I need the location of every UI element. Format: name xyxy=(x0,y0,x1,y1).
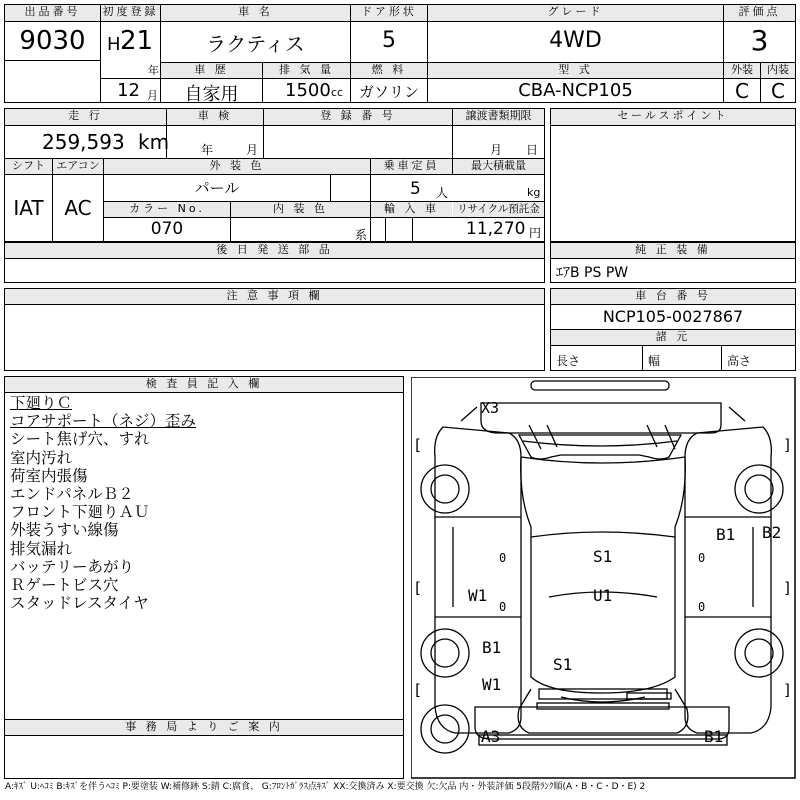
interior-color-header: 内 装 色 xyxy=(231,202,370,217)
inspector-note: 室内汚れ xyxy=(10,448,73,467)
inspection-header: 車 検 xyxy=(167,109,263,125)
notes-header: 注 意 事 項 欄 xyxy=(5,289,544,304)
chassis-number-header: 車 台 番 号 xyxy=(551,289,795,304)
later-parts-header: 後 日 発 送 部 品 xyxy=(5,243,544,258)
equipment-header: 純 正 装 備 xyxy=(551,243,795,258)
zero-mark: 0 xyxy=(499,600,507,614)
history-header: 車 歴 xyxy=(161,63,262,78)
exterior-grade-value: C xyxy=(735,79,749,103)
mark-s1-bottom: S1 xyxy=(553,655,573,674)
fuel-header: 燃 料 xyxy=(351,63,427,78)
sales-point-header: セールスポイント xyxy=(551,109,795,125)
score-value: 3 xyxy=(750,24,769,57)
mark-b1-bottom: B1 xyxy=(704,727,724,746)
inspector-note: シート焦げ穴、すれ xyxy=(10,430,150,449)
score-header: 評価点 xyxy=(724,5,795,21)
recycle-deposit-unit: 円 xyxy=(529,226,542,240)
transfer-day-unit: 日 xyxy=(526,143,539,157)
mark-a3: A3 xyxy=(481,727,501,746)
zero-mark: 0 xyxy=(499,551,507,565)
inspector-note: コアサポート（ネジ）歪み xyxy=(10,412,197,431)
mark-w1-left: W1 xyxy=(468,586,488,605)
inspector-note: スタッドレスタイヤ xyxy=(10,594,149,613)
recycle-deposit-header: リサイクル預託金 xyxy=(453,202,544,217)
car-name-header: 車 名 xyxy=(161,5,350,21)
exterior-color-value: パール xyxy=(194,179,240,197)
displacement-unit: cc xyxy=(331,86,344,99)
mark-b1-left: B1 xyxy=(482,638,502,657)
mark-u1: U1 xyxy=(593,586,613,605)
model-code-value: CBA-NCP105 xyxy=(518,80,633,101)
month-unit: 月 xyxy=(147,89,158,102)
height-label: 高さ xyxy=(727,354,752,368)
dimensions-header: 諸 元 xyxy=(551,330,795,345)
aircon-header: エアコン xyxy=(53,159,103,174)
shift-value: IAT xyxy=(13,196,44,220)
registration-month: 12 xyxy=(117,80,140,101)
aircon-value: AC xyxy=(64,196,92,220)
transfer-month-unit: 月 xyxy=(490,143,503,157)
lot-number: 9030 xyxy=(19,26,86,56)
damage-legend: A:ｷｽﾞ U:ﾍｺﾐ B:ｷｽﾞを伴うﾍｺﾐ P:要塗装 W:補修跡 S:錆 C:腐食、 G:ﾌﾛﾝﾄｶﾞﾗｽ点ｷｽﾞ XX:交換済み X:要交換 欠:欠品 内・外装評価 5段階ﾗﾝｸ順(A・B・C・D・E) 2 xyxy=(5,782,646,792)
inspector-header: 検 査 員 記 入 欄 xyxy=(5,377,403,392)
displacement-header: 排 気 量 xyxy=(263,63,350,78)
inspector-note: 排気漏れ xyxy=(10,539,73,558)
inspector-note: フロント下廻りＡＵ xyxy=(10,503,150,522)
mark-b1-right: B1 xyxy=(716,525,736,544)
interior-grade-value: C xyxy=(771,79,785,103)
seating-capacity-unit: 人 xyxy=(436,186,449,200)
color-number-value: 070 xyxy=(150,219,184,239)
sales-point-frame xyxy=(550,108,796,242)
car-name: ラクティス xyxy=(206,32,305,56)
seating-capacity-value: 5 xyxy=(410,179,421,199)
mark-w1-lower: W1 xyxy=(482,675,502,694)
transfer-docs-header: 譲渡書類期限 xyxy=(453,109,544,125)
office-notice-header: 事 務 局 よ り ご 案 内 xyxy=(5,720,403,735)
model-code-header: 型 式 xyxy=(428,63,723,78)
inspector-notes xyxy=(10,394,196,612)
mileage-value: 259,593 xyxy=(42,130,125,154)
registration-year: 21 xyxy=(120,26,154,56)
mileage-block-frame xyxy=(4,108,545,242)
shift-header: シフト xyxy=(5,159,52,174)
seating-capacity-header: 乗車定員 xyxy=(371,159,452,174)
inspector-note: エンドパネルＢ２ xyxy=(10,485,134,504)
recycle-deposit-value: 11,270 xyxy=(466,219,526,239)
inspector-note: 下廻りＣ xyxy=(10,394,73,412)
inspection-year-unit: 年 xyxy=(201,143,214,157)
era-letter: H xyxy=(107,34,121,55)
inspector-note: 荷室内張傷 xyxy=(10,466,88,485)
fuel-value: ガソリン xyxy=(358,83,419,101)
first-registration-header: 初度登録 xyxy=(101,5,160,21)
svg-text:[: [ xyxy=(413,681,423,699)
door-count: 5 xyxy=(382,28,396,53)
import-car-header: 輸 入 車 xyxy=(371,202,452,217)
plate-number-header: 登 録 番 号 xyxy=(264,109,452,125)
grade-header: グレード xyxy=(428,5,723,21)
svg-text:[: [ xyxy=(413,579,423,597)
zero-mark: 0 xyxy=(698,551,706,565)
interior-grade-header: 内装 xyxy=(761,63,795,78)
inspection-month-unit: 月 xyxy=(246,143,259,157)
max-load-unit: kg xyxy=(527,186,541,199)
width-label: 幅 xyxy=(648,354,661,368)
interior-color-suffix: 系 xyxy=(355,228,368,242)
svg-text:]: ] xyxy=(783,436,793,454)
car-damage-diagram xyxy=(411,377,796,779)
exterior-grade-header: 外装 xyxy=(724,63,760,78)
color-number-header: カラー No. xyxy=(104,202,230,217)
mark-b2: B2 xyxy=(762,523,782,542)
max-load-header: 最大積載量 xyxy=(453,159,544,174)
mark-x3: X3 xyxy=(481,399,500,417)
year-unit: 年 xyxy=(148,64,159,77)
history-value: 自家用 xyxy=(184,84,239,105)
mileage-unit: km xyxy=(138,130,170,154)
displacement-value: 1500 xyxy=(285,80,331,101)
mileage-header: 走 行 xyxy=(5,109,166,125)
chassis-number-value: NCP105-0027867 xyxy=(602,307,744,326)
lot-number-header: 出品番号 xyxy=(5,5,100,21)
equipment-value: ｴｱB PS PW xyxy=(556,265,629,281)
inspector-note: Ｒゲートビス穴 xyxy=(10,576,119,595)
svg-text:]: ] xyxy=(783,681,793,699)
mark-s1-roof: S1 xyxy=(593,547,613,566)
svg-text:[: [ xyxy=(413,436,423,454)
exterior-color-header: 外 装 色 xyxy=(104,159,370,174)
grade-value: 4WD xyxy=(549,28,602,53)
svg-text:]: ] xyxy=(783,579,793,597)
inspector-note: バッテリーあがり xyxy=(10,557,135,576)
inspector-note: 外装うすい線傷 xyxy=(10,521,119,540)
length-label: 長さ xyxy=(556,354,581,368)
zero-mark: 0 xyxy=(698,600,706,614)
door-type-header: ドア形状 xyxy=(351,5,427,21)
